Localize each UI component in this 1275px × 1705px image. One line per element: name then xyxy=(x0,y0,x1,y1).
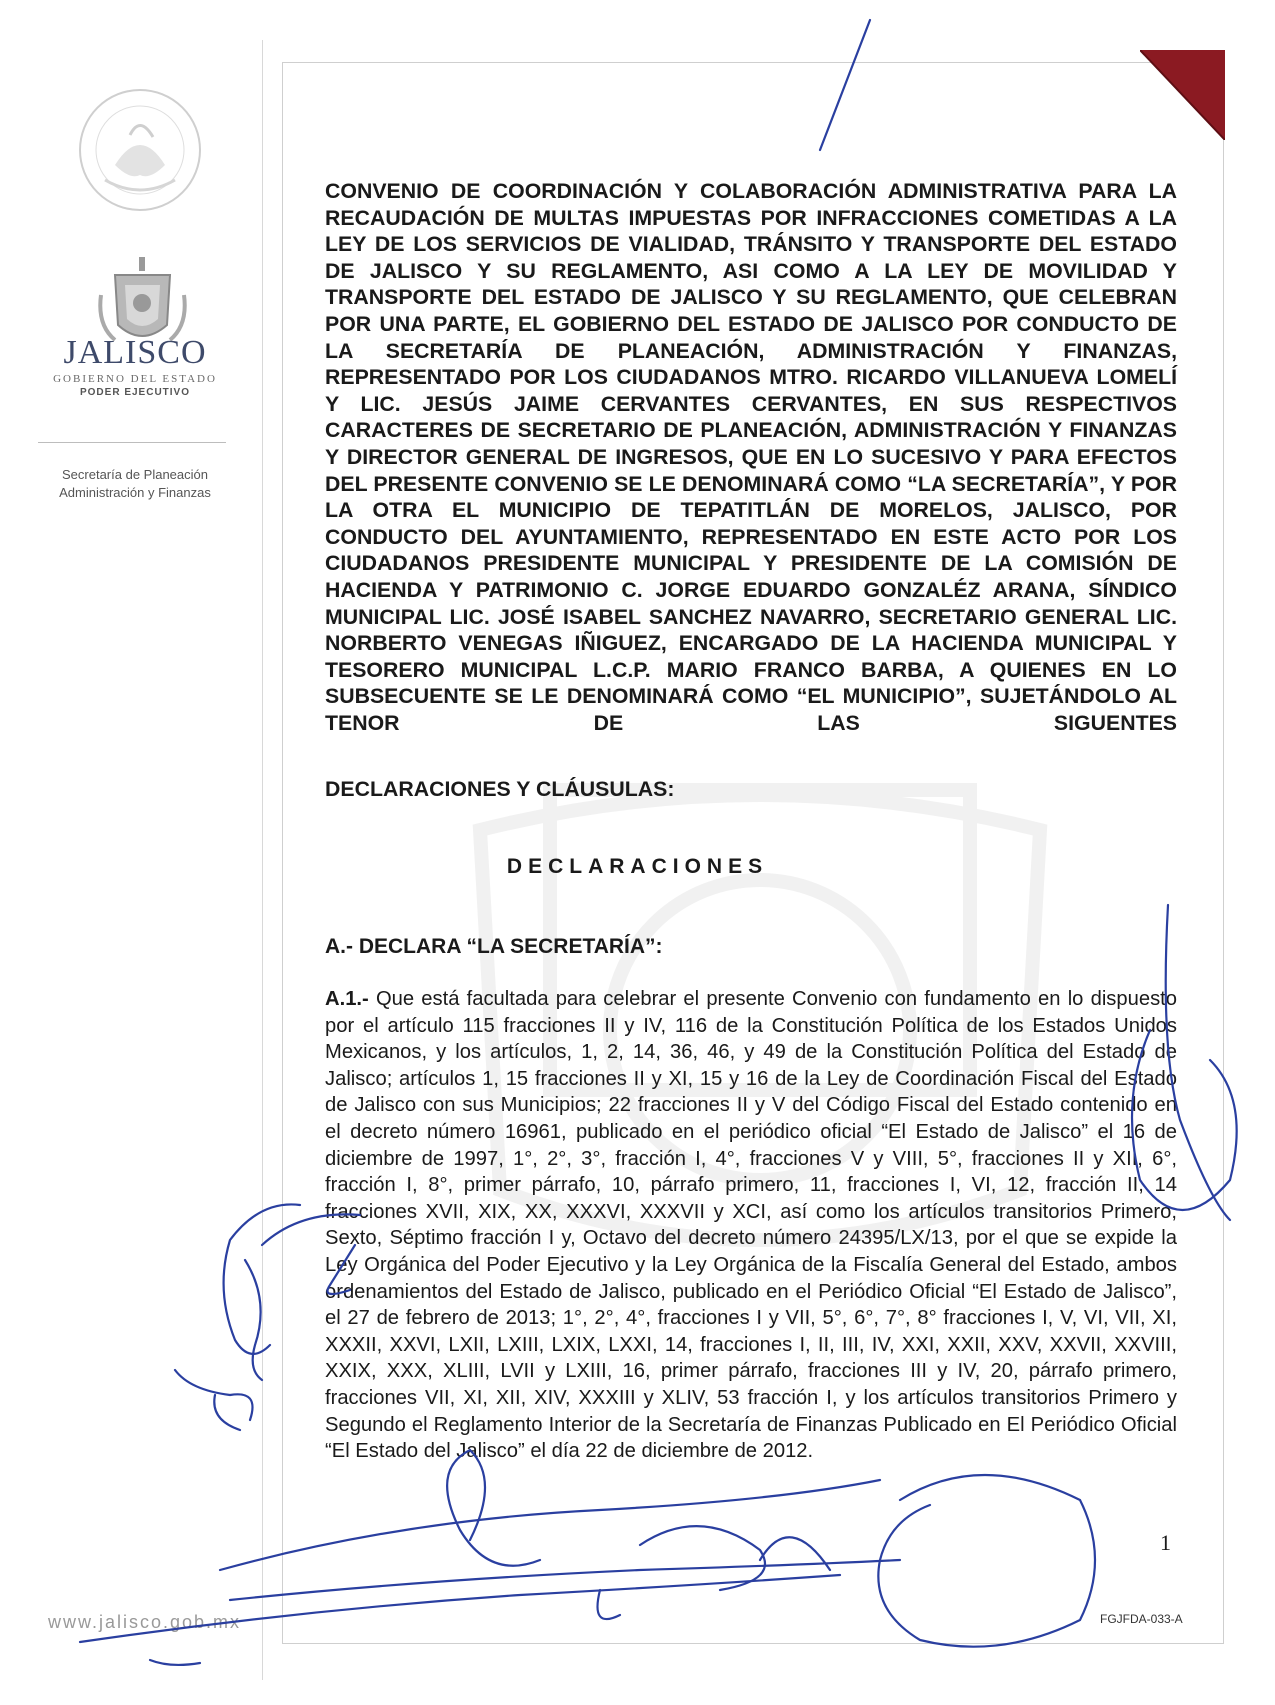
declaraciones-heading: DECLARACIONES xyxy=(506,855,769,878)
brand-name: JALISCO xyxy=(63,334,207,371)
brand-subtitle-1: GOBIERNO DEL ESTADO xyxy=(53,373,217,385)
clause-a1-text: Que está facultada para celebrar el presente Convenio con fundamento en lo dispuesto por el artículo 115 fracciones II y IV, 116 de la Constitución Política de los Estados Unidos Mexicanos, y los artículos, 1, 2, 14, 36, 46, y 49 de la Constitución Política del Estado de Jalisco; artículos 1, 15 fracciones II y XI, 15 y 16 de la Ley de Coordinación Fiscal del Estado de Jalisco con sus Municipios; 22 fracciones II y V del Código Fiscal del Estado contenido en el decreto número 16961, publicado en el periódico oficial “El Estado de Jalisco” el 16 de diciembre de 1997, 1°, 2°, 3°, fracción I, 4°, fracciones V y VIII, 5°, fracciones II y XII, 6°, fracción I, 8°, primer párrafo, 10, párrafo primero, 11, fracciones I, VI, 12, fracción II, 14 fracciones XVII, XIX, XX, XXXVI, XXXVII y XCI, así como los artículos transitorios Primero, Sexto, Séptimo fracción I y, Octavo del decreto número 24395/LX/13, por el que se expide la Ley Orgánica del Poder Ejecutivo y la Ley Orgánica de la Fiscalía General del Estado, ambos ordenamientos del Estado de Jalisco, publicado en el Periódico Oficial “El Estado de Jalisco”, el 27 de febrero de 2013; 1°, 2°, 4°, fracciones I y VII, 5°, 6°, 7°, 8° fracciones I, V, VI, VII, XI, XXXII, XXVI, LXII, LXIII, LXIX, LXXI, 14, fracciones I, II, III, IV, XXI, XXII, XXV, XXVII, XXVIII, XXIX, XXX, XLIII, LVII y LXIII, 16, primer párrafo, fracciones III y IV, 20, párrafo primero, fracciones VII, XI, XII, XIV, XXXIII y XLIV, 53 fracción I, y los artículos transitorios Primero y Segundo el Reglamento Interior de la Secretaría de Finanzas Publicado en El Periódico Oficial “El Estado del Jalisco” el día 22 de diciembre de 2012. xyxy=(325,988,1178,1463)
brand-block xyxy=(30,335,240,398)
document-title: CONVENIO DE COORDINACIÓN Y COLABORACIÓN ADMINISTRATIVA PARA LA RECAUDACIÓN DE MULTAS IMPUESTAS POR INFRACCIONES COMETIDAS A LA LEY DE LOS SERVICIOS DE VIALIDAD, TRÁNSITO Y TRANSPORTE DEL ESTADO DE JALISCO Y SU REGLAMENTO, ASI COMO A LA LEY DE MOVILIDAD Y TRANSPORTE DEL ESTADO DE JALISCO Y SU REGLAMENTO, QUE CELEBRAN POR UNA PARTE, EL GOBIERNO DEL ESTADO DE JALISCO POR CONDUCTO DE LA SECRETARÍA DE PLANEACIÓN, ADMINISTRACIÓN Y FINANZAS, REPRESENTADO POR LOS CIUDADANOS MTRO. RICARDO VILLANUEVA LOMELÍ Y LIC. JESÚS JAIME CERVANTES CERVANTES, EN SUS RESPECTIVOS CARACTERES DE SECRETARIO DE PLANEACIÓN, ADMINISTRACIÓN Y FINANZAS Y DIRECTOR GENERAL DE INGRESOS, QUE EN LO SUCESIVO Y PARA EFECTOS DEL PRESENTE CONVENIO SE LE DENOMINARÁ COMO “LA SECRETARÍA”, Y POR LA OTRA EL MUNICIPIO DE TEPATITLÁN DE MORELOS, JALISCO, POR CONDUCTO DEL AYUNTAMIENTO, REPRESENTADO EN ESTE ACTO POR LOS CIUDADANOS PRESIDENTE MUNICIPAL Y PRESIDENTE DE LA COMISIÓN DE HACIENDA Y PATRIMONIO C. JORGE EDUARDO GONZALÉZ ARANA, SÍNDICO MUNICIPAL LIC. JOSÉ ISABEL SANCHEZ NAVARRO, SECRETARIO GENERAL LIC. NORBERTO VENEGAS IÑIGUEZ, ENCARGADO DE LA HACIENDA MUNICIPAL Y TESORERO MUNICIPAL L.C.P. MARIO FRANCO BARBA, A QUIENES EN LO SUBSECUENTE SE LE DENOMINARÁ COMO “EL MUNICIPIO”, SUJETÁNDOLO AL TENOR DE LAS SIGUENTES xyxy=(325,179,1177,735)
corner-ribbon-icon xyxy=(1140,50,1225,140)
secretaria-label xyxy=(30,466,240,502)
secretaria-line-1: Secretaría de Planeación xyxy=(62,467,208,482)
brand-subtitle-2: PODER EJECUTIVO xyxy=(79,387,191,398)
national-seal-icon xyxy=(75,85,205,215)
section-a-heading: A.- DECLARA “LA SECRETARÍA”: xyxy=(325,935,663,958)
document-title-last-line: DECLARACIONES Y CLÁUSULAS: xyxy=(325,777,675,801)
sidebar-divider xyxy=(38,442,226,443)
clause-a1-label: A.1.- xyxy=(325,988,369,1010)
clause-a1 xyxy=(325,986,1177,1465)
page-number: 1 xyxy=(1160,1530,1171,1555)
secretaria-line-2: Administración y Finanzas xyxy=(59,485,211,500)
sidebar xyxy=(0,0,262,1705)
website-url: www.jalisco.gob.mx xyxy=(48,1612,242,1632)
form-code: FGJFDA-033-A xyxy=(1100,1612,1183,1626)
